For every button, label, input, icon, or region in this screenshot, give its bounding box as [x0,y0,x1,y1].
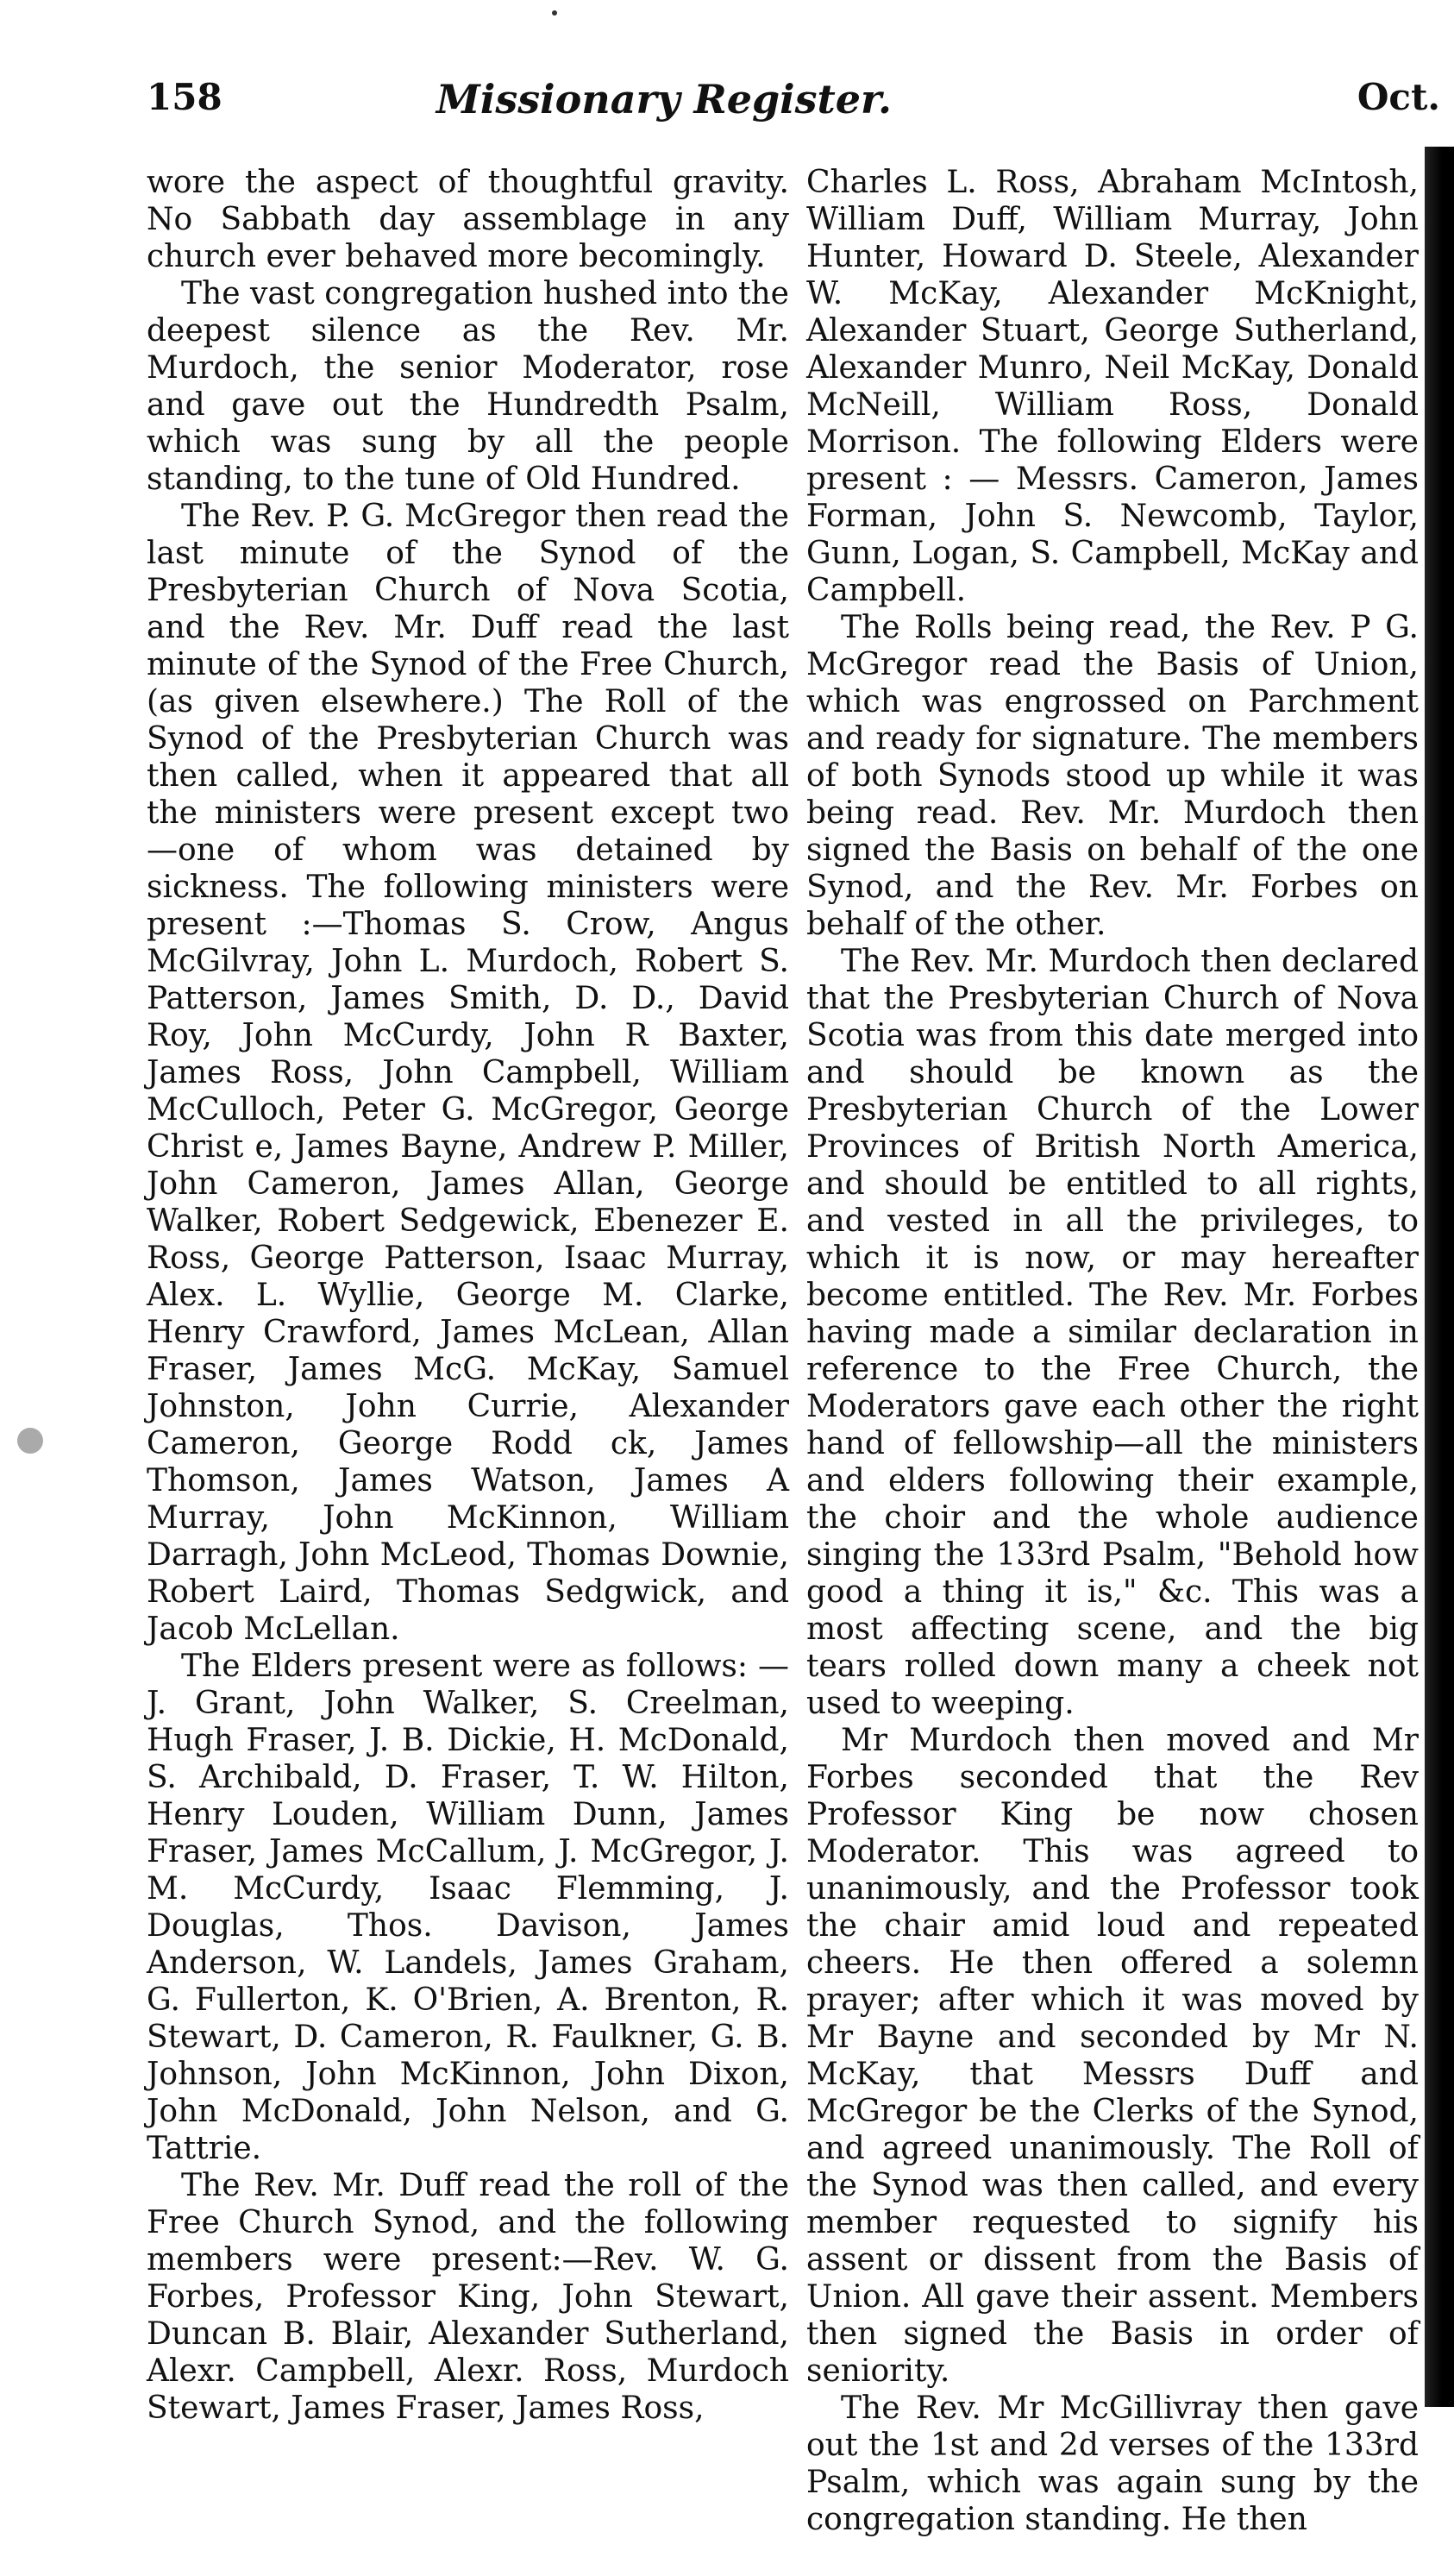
paragraph: The Rev. Mr. Duff read the roll of the Free Church Synod, and the following members were present:—Rev. W. G. Forbes, Professor King, John Stewart, Duncan B. Blair, Alexander Sutherland, Alexr. Campbell, Alexr. Ross, Murdoch Stewart, James Fraser, James Ross, [147,2168,789,2426]
paragraph: Charles L. Ross, Abraham McIntosh, William Duff, William Murray, John Hunter, Howard D. Steele, Alexander W. McKay, Alexander McKnight, Alexander Stuart, George Sutherland, Alexander Munro, Neil McKay, Donald McNeill, William Ross, Donald Morrison. The following Elders were present : — Messrs. Cameron, James Forman, John S. Newcomb, Taylor, Gunn, Logan, S. Campbell, McKay and Campbell. [806,165,1419,608]
running-month: Oct. [1357,76,1440,118]
scan-speck [552,10,557,16]
paragraph: The Rolls being read, the Rev. P G. McGregor read the Basis of Union, which was engrossed on Parchment and ready for signature. The members of both Synods stood up while it was being read. Rev. Mr. Murdoch then signed the Basis on behalf of the one Synod, and the Rev. Mr. Forbes on behalf of the other. [806,610,1419,942]
paragraph: wore the aspect of thoughtful gravity. No Sabbath day assemblage in any church ever behaved more becomingly. [147,165,789,274]
paragraph: The Rev. Mr. Murdoch then declared that the Presbyterian Church of Nova Scotia was from this date merged into and should be known as the Presbyterian Church of the Lower Provinces of British North America, and should be entitled to all rights, and vested in all the privileges, to which it is now, or may hereafter become entitled. The Rev. Mr. Forbes having made a similar declaration in reference to the Free Church, the Moderators gave each other the right hand of fellowship—all the ministers and elders following their example, the choir and the whole audience singing the 133rd Psalm, "Behold how good a thing it is," &c. This was a most affecting scene, and the big tears rolled down many a cheek not used to weeping. [806,944,1419,1721]
running-header [147,76,1440,145]
paragraph: The Rev. P. G. McGregor then read the last minute of the Synod of the Presbyterian Church of Nova Scotia, and the Rev. Mr. Duff read the last minute of the Synod of the Free Church, (as given elsewhere.) The Roll of the Synod of the Presbyterian Church was then called, when it appeared that all the ministers were present except two —one of whom was detained by sickness. The following ministers were present :—Thomas S. Crow, Angus McGilvray, John L. Murdoch, Robert S. Patterson, James Smith, D. D., David Roy, John McCurdy, John R Baxter, James Ross, John Campbell, William McCulloch, Peter G. McGregor, George Christ e, James Bayne, Andrew P. Miller, John Cameron, James Allan, George Walker, Robert Sedgewick, Ebenezer E. Ross, George Patterson, Isaac Murray, Alex. L. Wyllie, George M. Clarke, Henry Crawford, James McLean, Allan Fraser, James McG. McKay, Samuel Johnston, John Currie, Alexander Cameron, George Rodd ck, James Thomson, James Watson, James A Murray, John McKinnon, William Darragh, John McLeod, Thomas Downie, Robert Laird, Thomas Sedgwick, and Jacob McLellan. [147,499,789,1647]
paragraph: Mr Murdoch then moved and Mr Forbes seconded that the Rev Professor King be now chosen Moderator. This was agreed to unanimously, and the Professor took the chair amid loud and repeated cheers. He then offered a solemn prayer; after which it was moved by Mr Bayne and seconded by Mr N. McKay, that Messrs Duff and McGregor be the Clerks of the Synod, and agreed unanimously. The Roll of the Synod was then called, and every member requested to signify his assent or dissent from the Basis of Union. All gave their assent. Members then signed the Basis in order of seniority. [806,1723,1419,2389]
paragraph: The vast congregation hushed into the deepest silence as the Rev. Mr. Murdoch, the senior Moderator, rose and gave out the Hundredth Psalm, which was sung by all the people standing, to the tune of Old Hundred. [147,276,789,497]
running-title: Missionary Register. [436,76,893,123]
paragraph: The Rev. Mr McGillivray then gave out the 1st and 2d verses of the 133rd Psalm, which was again sung by the congregation standing. He then [806,2391,1419,2537]
paragraph: The Elders present were as follows: —J. Grant, John Walker, S. Creelman, Hugh Fraser, J. B. Dickie, H. McDonald, S. Archibald, D. Fraser, T. W. Hilton, Henry Louden, William Dunn, James Fraser, James McCallum, J. McGregor, J. M. McCurdy, Isaac Flemming, J. Douglas, Thos. Davison, James Anderson, W. Landels, James Graham, G. Fullerton, K. O'Brien, A. Brenton, R. Stewart, D. Cameron, R. Faulkner, G. B. Johnson, John McKinnon, John Dixon, John McDonald, John Nelson, and G. Tattrie. [147,1649,789,2166]
page-number: 158 [147,76,222,118]
binding-shadow [1425,147,1454,2407]
left-column [147,164,789,2427]
right-column [806,164,1419,2538]
scan-blot [17,1428,43,1454]
